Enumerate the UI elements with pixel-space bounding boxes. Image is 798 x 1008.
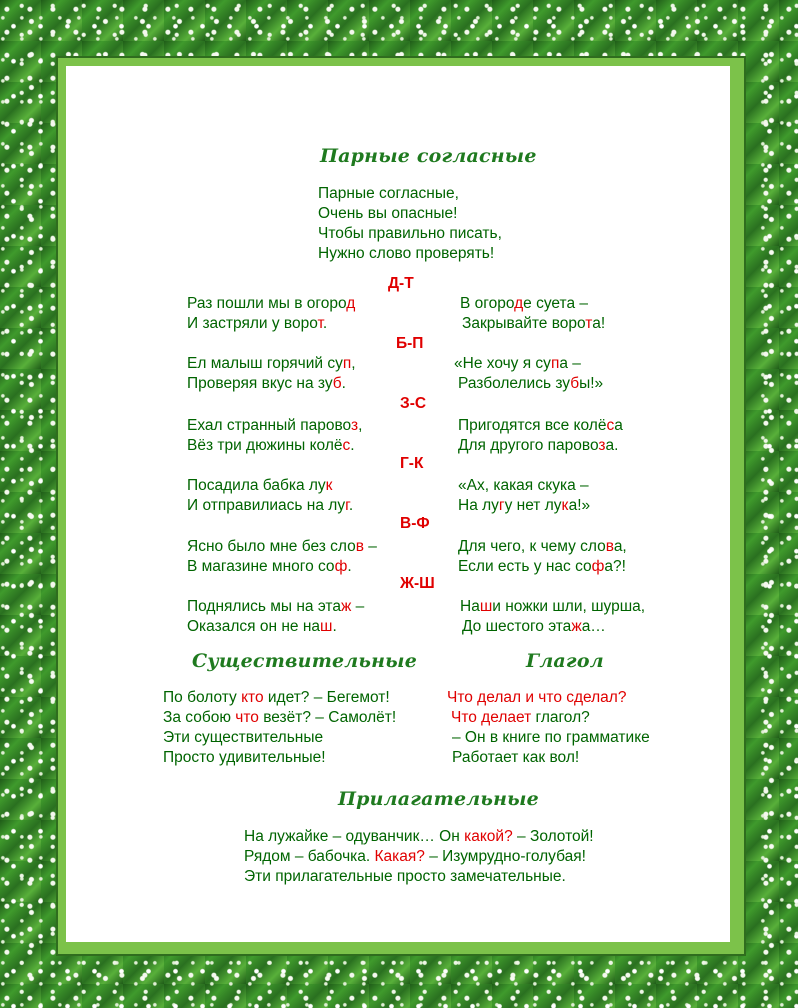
title-paired-consonants: Парные согласные xyxy=(320,145,537,167)
title-nouns: Существительные xyxy=(192,650,417,672)
intro-line: Нужно слово проверять! xyxy=(318,245,495,262)
poem-line: Рядом – бабочка. Какая? – Изумрудно-голубая! xyxy=(244,848,586,865)
poem-line: В магазине много соф. xyxy=(187,558,352,575)
poem-line: Проверяя вкус на зуб. xyxy=(187,375,346,392)
poem-line: Посадила бабка лук xyxy=(187,477,333,494)
title-verb: Глагол xyxy=(526,650,604,672)
poem-line: На лугу нет лука!» xyxy=(458,497,591,514)
poem-line: Работает как вол! xyxy=(452,749,580,766)
poem-line: Закрывайте ворота! xyxy=(462,315,606,332)
poem-line: Пригодятся все колёса xyxy=(458,417,623,434)
pair-label: В-Ф xyxy=(400,515,430,532)
poem-line: Что делает глагол? xyxy=(451,709,590,726)
page xyxy=(66,66,730,942)
poem-line: – Он в книге по грамматике xyxy=(452,729,650,746)
poem-line: «Не хочу я супа – xyxy=(454,355,581,372)
poem-line: Для чего, к чему слова, xyxy=(458,538,627,555)
pair-label: Ж-Ш xyxy=(400,575,435,592)
poem-line: Разболелись зубы!» xyxy=(458,375,604,392)
poem-line: Наши ножки шли, шурша, xyxy=(460,598,646,615)
poem-line: Ехал странный паровоз, xyxy=(187,417,363,434)
poem-line: На лужайке – одуванчик… Он какой? – Золотой! xyxy=(244,828,594,845)
poem-line: Просто удивительные! xyxy=(163,749,326,766)
poem-line: И отправилиась на луг. xyxy=(187,497,354,514)
intro-line: Парные согласные, xyxy=(318,185,459,202)
pair-label: Б-П xyxy=(396,335,424,352)
poem-line: Поднялись мы на этаж – xyxy=(187,598,365,615)
poem-line: Вёз три дюжины колёс. xyxy=(187,437,355,454)
poem-line: И застряли у ворот. xyxy=(187,315,328,332)
intro-line: Чтобы правильно писать, xyxy=(318,225,502,242)
poem-line: Эти прилагательные просто замечательные. xyxy=(244,868,566,885)
pair-label: Г-К xyxy=(400,455,424,472)
poem-line: Если есть у нас софа?! xyxy=(458,558,626,575)
poem-line: Что делал и что сделал? xyxy=(447,689,627,706)
poem-line: Для другого паровоза. xyxy=(458,437,619,454)
poem-line: Ел малыш горячий суп, xyxy=(187,355,356,372)
title-adjectives: Прилагательные xyxy=(338,788,539,810)
pair-label: Д-Т xyxy=(388,275,414,292)
pair-label: З-С xyxy=(400,395,427,412)
poem-line: «Ах, какая скука – xyxy=(458,477,589,494)
poem-line: Оказался он не наш. xyxy=(187,618,337,635)
poem-line: В огороде суета – xyxy=(460,295,588,312)
poem-line: Раз пошли мы в огород xyxy=(187,295,356,312)
poem-line: За собою что везёт? – Самолёт! xyxy=(163,709,397,726)
poem-line: Эти существительные xyxy=(163,729,324,746)
poem-line: Ясно было мне без слов – xyxy=(187,538,377,555)
poem-line: По болоту кто идет? – Бегемот! xyxy=(163,689,390,706)
intro-line: Очень вы опасные! xyxy=(318,205,458,222)
poem-line: До шестого этажа… xyxy=(462,618,606,635)
